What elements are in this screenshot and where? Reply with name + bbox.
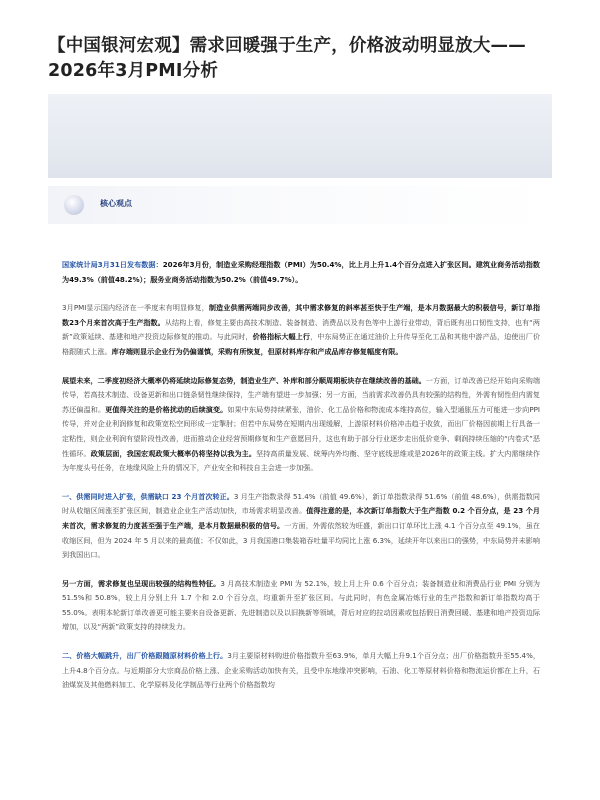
article-title: 【中国银河宏观】需求回暖强于生产，价格波动明显放大——2026年3月PMI分析 (48, 36, 526, 81)
emphasis-text: 另一方面，需求修复也呈现出较强的结构性特征。 (62, 578, 221, 588)
section-bullet-icon (64, 195, 84, 215)
paragraph-text: 如果中东局势持续紧张，油价、化工品价格和物流成本维持高位，输入型通胀压力可能进一步向PPI传导，并对企业利润修复和政策宽松空间形成一定掣肘；但若中东局势在短期内出现缓解，上游原材料价格冲击趋于收敛，而出厂价格因前期上行具备一定粘性，则企业利润有望阶段性改善，进而推动企业经营预期修复和生产意愿回升，这也有助于部分行业逐步走出低价竞争、剩润持续压缩的“内卷式”恶性循环。 (62, 404, 540, 458)
paragraph-text: 一方面，订单改善已经开始向采购端传导，若高技术制造、设备更新和出口链条韧性继续保持，生产端有望进一步加强；另一方面，当前需求改善仍具有较强的结构性，外需有韧性但内需复苏还偏温和。 (62, 375, 541, 414)
emphasis-text: 政策层面，我国宏观政策大概率仍将坚持以我为主。 (90, 448, 257, 458)
paragraph-text: 3月主要原材料购进价格指数升至63.9%，单月大幅上升9.1个百分点；出厂价格指数升至55.4%，上升4.8个百分点。与近期部分大宗商品价格上涨、企业采购活动加快有关，且受中东地缘冲突影响，石油、化工等原材料价格和物流运价都在上升，石油煤炭及其他燃料加工、化学原料及化学制品等行业两个价格指数均 (62, 651, 540, 690)
emphasis-text: 展望未来，二季度初经济大概率仍将延续边际修复态势，制造业生产、补库和部分顺周期板块存在继续改善的基础。 (62, 375, 426, 385)
emphasis-text: 更值得关注的是价格扰动的后续演变。 (105, 404, 228, 414)
paragraph-text: ，中东局势正在通过油价上升传导至化工品和其他中游产品，迫使出厂价格跟随式上涨。 (62, 332, 540, 356)
section-heading-text: 二、价格大幅跳升，出厂价格跟随原材料价格上行。 (62, 651, 228, 661)
banner-image (48, 94, 552, 178)
article-body (62, 258, 540, 707)
emphasis-text: 值得注意的是，本次新订单指数大于生产指数 0.2 个百分点，是 23 个月来首次，需求修复的力度甚至强于生产端，是本月数据最积极的信号。 (62, 506, 540, 530)
body-paragraph (62, 258, 540, 287)
paragraph-text: 3 月生产指数录得 51.4%（前值 49.6%），新订单指数录得 51.6%（前值 48.6%），供需指数同时从收缩区间涨至扩张区间，制造业企业生产活动加快，市场需求明显改善。 (62, 491, 540, 516)
paragraph-text: 一方面，外需依然较为旺盛，新出口订单环比上涨 4.1 个百分点至 49.1%，虽在收缩区间，但为 2024 年 5 月以来的最高值；不仅如此，3 月我国港口集装箱吞吐量平均同比上涨 6.3%，延续开年以来出口的强势，中东局势并未影响到我国出口。 (62, 520, 540, 560)
body-paragraph (62, 649, 540, 693)
emphasis-text: 制造业供需两端同步改善，其中需求修复的斜率甚至快于生产端，是本月数据最大的积极信号，新订单指数23个月来首次高于生产指数。 (62, 303, 540, 327)
section-heading-text: 一、供需同时进入扩张，供需缺口 23 个月首次转正。 (62, 491, 234, 501)
emphasis-text: 价格指标大幅上行 (252, 332, 311, 342)
paragraph-text: 坚持高质量发展、统筹内外均衡、坚守底线思维或是2026年的政策主线。扩大内需继续作为年度头号任务，在地缘风险上升的情况下，产业安全和科技自主会进一步加强。 (62, 448, 540, 473)
emphasis-text: 2026年3月份，制造业采购经理指数（PMI）为50.4%，比上月上升1.4个百分点进入扩张区间。建筑业商务活动指数为49.3%（前值48.2%）；服务业商务活动指数为50.2%（前值49.7%）。 (62, 260, 541, 284)
body-paragraph (62, 490, 540, 563)
section-label: 核心观点 (100, 199, 132, 208)
body-paragraph (62, 374, 540, 476)
paragraph-text: 3 月高技术制造业 PMI 为 52.1%，较上月上升 0.6 个百分点；装备制造业和消费品行业 PMI 分别为 51.5%和 50.8%，较上月分别上升 1.7 个和 2.0 个百分点，均重新升至扩张区间。与此同时，有色金属冶炼行业的生产指数和新订单指数均高于 55.0%。表明本轮新订单改善更可能主要来自设备更新、先进制造以及以旧换新等领域，背后对应的拉动因素或包括假日消费回暖、基建和地产投资边际增加，以及“两新”政策支持的持续发力。 (62, 578, 540, 632)
emphasis-text: 库存端则显示企业行为仍偏谨慎，采购有所恢复，但原材料库存和产成品库存修复幅度有限。 (111, 346, 403, 356)
body-paragraph (62, 577, 540, 635)
body-paragraph (62, 301, 540, 359)
paragraph-text: 从结构上看，修复主要由高技术制造、装备制造、消费品以及有色等中上游行业带动，背后既有出口韧性支持，也有“两新”政策延续、基建和地产投资边际修复的推动。与此同时， (62, 317, 541, 342)
section-heading-text: 国家统计局3月31日发布数据： (62, 260, 163, 269)
paragraph-text: 3月PMI显示国内经济在一季度末有明显修复， (62, 303, 209, 313)
section-header (48, 186, 552, 224)
